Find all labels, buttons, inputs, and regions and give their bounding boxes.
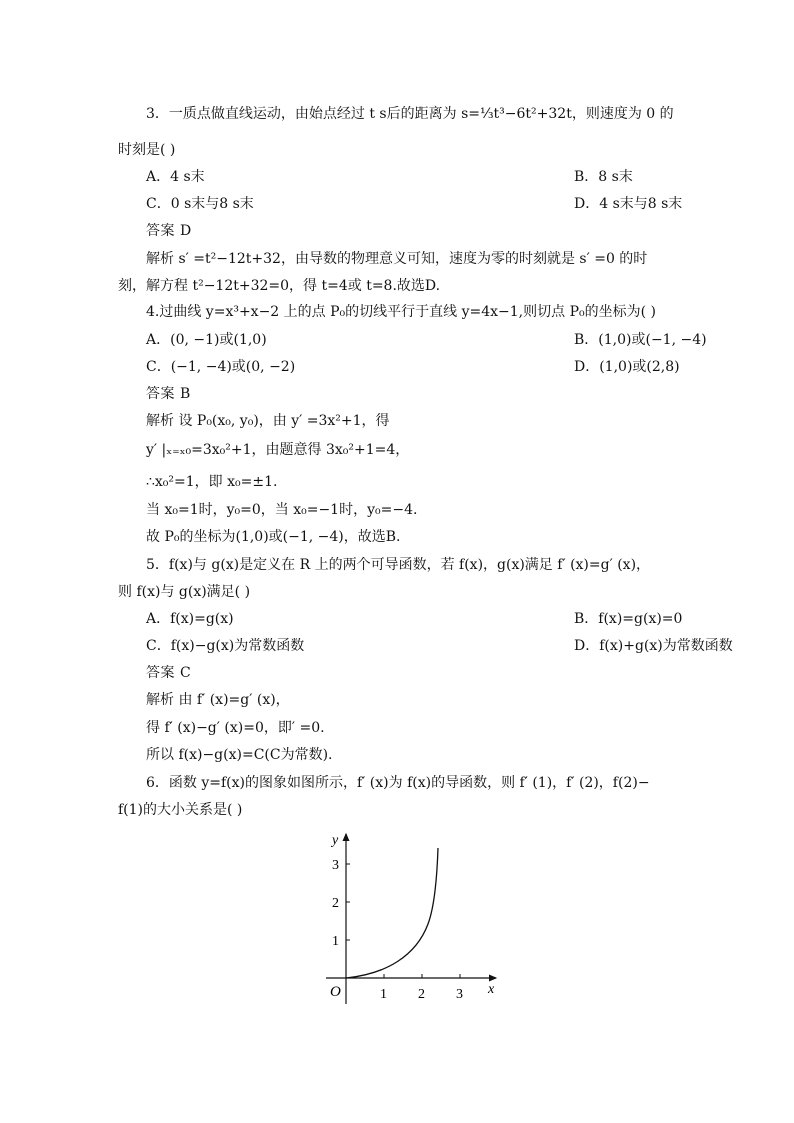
q3-analysis-line2: 刻，解方程 t²−12t+32=0，得 t=4或 t=8.故选D.	[118, 278, 441, 294]
y-tick-label-3: 3	[332, 858, 339, 873]
q3-option-a: A．4 s末	[146, 169, 205, 185]
q4-analysis-line4: 当 x₀=1时，y₀=0，当 x₀=−1时，y₀=−4.	[146, 502, 418, 518]
q3-option-b: B．8 s末	[574, 169, 633, 185]
q5-option-c: C．f(x)−g(x)为常数函数	[146, 638, 305, 654]
q4-options-row1	[146, 330, 706, 350]
q5-answer: 答案 C	[146, 665, 192, 681]
q4-analysis-line3: ∴x₀²=1，即 x₀=±1.	[146, 474, 278, 490]
x-tick-label-2: 2	[418, 987, 425, 1002]
q5-analysis-line1: 解析 由 f′ (x)=g′ (x)，	[146, 692, 290, 708]
q4-option-a: A．(0, −1)或(1,0)	[146, 332, 267, 348]
q3-options-row2	[146, 194, 706, 214]
q3-option-d: D．4 s末与8 s末	[574, 196, 683, 212]
q4-options-row2	[146, 357, 706, 377]
q5-option-d: D．f(x)+g(x)为常数函数	[574, 638, 733, 654]
q3-stem-line2: 时刻是( )	[118, 142, 176, 158]
curve-f	[346, 848, 438, 978]
y-axis-label: y	[332, 833, 339, 848]
q4-answer: 答案 B	[146, 386, 191, 402]
q5-stem-line1: 5．f(x)与 g(x)是定义在 R 上的两个可导函数，若 f(x)，g(x)满足 f′ (x)=g′ (x)，	[146, 557, 651, 573]
q5-option-a: A．f(x)=g(x)	[146, 611, 234, 627]
q3-answer: 答案 D	[146, 223, 192, 239]
q3-option-c: C．0 s末与8 s末	[146, 196, 254, 212]
q6-stem-line1: 6．函数 y=f(x)的图象如图所示，f′ (x)为 f(x)的导函数，则 f′ (1)，f′ (2)，f(2)−	[146, 775, 650, 791]
q6-stem-line2: f(1)的大小关系是( )	[118, 802, 243, 818]
q5-analysis-line3: 所以 f(x)−g(x)=C(C为常数).	[146, 747, 333, 763]
q4-analysis-line5: 故 P₀的坐标为(1,0)或(−1, −4)，故选B.	[146, 529, 401, 545]
x-tick-label-3: 3	[456, 987, 463, 1002]
q5-analysis-line2: 得 f′ (x)−g′ (x)=0，即′ =0.	[146, 720, 325, 736]
x-tick-label-1: 1	[380, 987, 387, 1002]
origin-label: O	[330, 984, 341, 1000]
q4-stem: 4.过曲线 y=x³+x−2 上的点 P₀的切线平行于直线 y=4x−1,则切点 P₀的坐标为( )	[146, 304, 656, 320]
y-tick-label-1: 1	[332, 934, 339, 949]
q5-options-row1	[146, 609, 706, 629]
y-tick-label-2: 2	[332, 896, 339, 911]
q4-option-c: C．(−1, −4)或(0, −2)	[146, 359, 296, 375]
q5-option-b: B．f(x)=g(x)=0	[574, 611, 683, 627]
q5-stem-line2: 则 f(x)与 g(x)满足( )	[118, 584, 251, 600]
q4-analysis-line1: 解析 设 P₀(x₀, y₀)，由 y′ =3x²+1，得	[146, 413, 390, 429]
x-axis-label: x	[488, 982, 495, 997]
q5-options-row2	[146, 636, 733, 656]
function-graph	[316, 828, 506, 1014]
q4-analysis-line2: y′ |ₓ₌ₓ₀=3x₀²+1，由题意得 3x₀²+1=4，	[146, 442, 410, 458]
q3-options-row1	[146, 167, 706, 187]
q4-option-d: D．(1,0)或(2,8)	[574, 359, 680, 375]
q3-analysis-line1: 解析 s′ =t²−12t+32，由导数的物理意义可知，速度为零的时刻就是 s′ =0 的时	[146, 251, 648, 267]
q4-option-b: B．(1,0)或(−1, −4)	[574, 332, 707, 348]
q3-stem-line1: 3．一质点做直线运动，由始点经过 t s后的距离为 s=⅓t³−6t²+32t，则速度为 0 的	[146, 106, 674, 122]
